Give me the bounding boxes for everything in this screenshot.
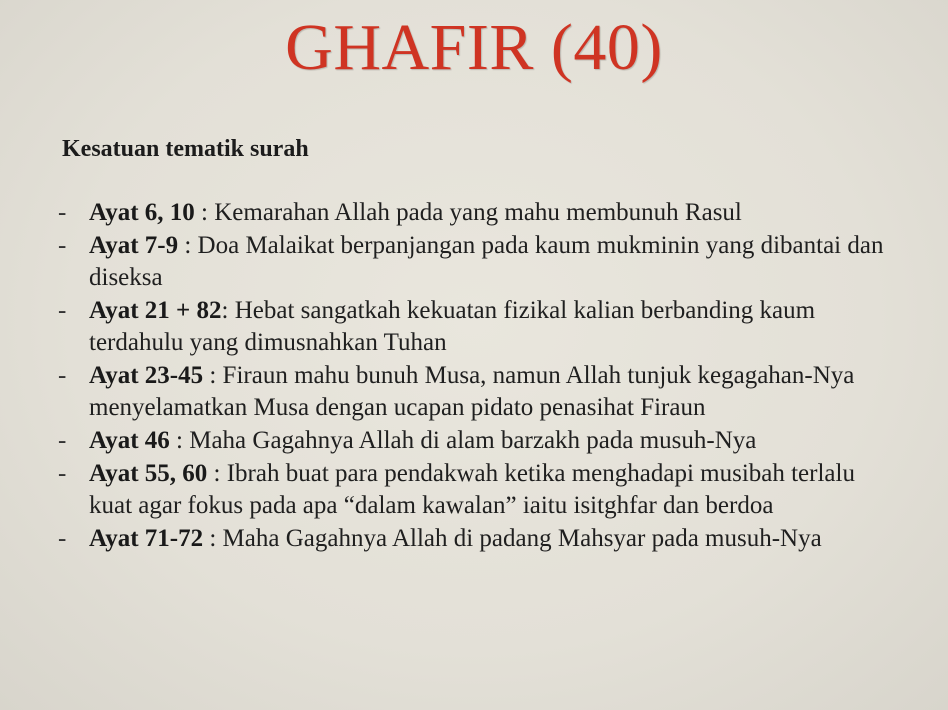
verse-reference: Ayat 71-72 xyxy=(89,525,204,552)
verse-reference: Ayat 21 + 82 xyxy=(89,297,222,324)
verse-description: : Maha Gagahnya Allah di padang Mahsyar pada musuh-Nya xyxy=(203,525,822,552)
verse-description: : Hebat sangatkah kekuatan fizikal kalian berbanding kaum terdahulu yang dimusnahkan Tuhan xyxy=(89,297,816,356)
bullet-dash: - xyxy=(58,525,67,552)
list-item xyxy=(58,360,898,424)
bullet-dash: - xyxy=(58,297,67,324)
list-item xyxy=(58,197,898,229)
bullet-dash: - xyxy=(58,199,67,226)
verse-list xyxy=(58,197,898,556)
verse-reference: Ayat 55, 60 xyxy=(89,460,208,487)
verse-reference: Ayat 7-9 xyxy=(89,232,179,259)
slide-title: GHAFIR (40) xyxy=(285,11,663,84)
list-item xyxy=(58,425,898,457)
verse-description: : Kemarahan Allah pada yang mahu membunuh Rasul xyxy=(194,199,742,226)
slide-subtitle: Kesatuan tematik surah xyxy=(62,136,309,162)
verse-reference: Ayat 46 xyxy=(89,427,170,454)
list-item xyxy=(58,295,898,359)
verse-description: : Doa Malaikat berpanjangan pada kaum mukminin yang dibantai dan diseksa xyxy=(89,232,884,291)
bullet-dash: - xyxy=(58,427,67,454)
bullet-dash: - xyxy=(58,232,67,259)
list-item xyxy=(58,458,898,522)
bullet-dash: - xyxy=(58,460,67,487)
bullet-dash: - xyxy=(58,362,67,389)
list-item xyxy=(58,230,898,294)
verse-reference: Ayat 6, 10 xyxy=(89,199,195,226)
verse-description: : Ibrah buat para pendakwah ketika menghadapi musibah terlalu kuat agar fokus pada apa “dalam kawalan” iaitu isitghfar dan berdoa xyxy=(89,460,855,519)
verse-reference: Ayat 23-45 xyxy=(89,362,204,389)
verse-description: : Maha Gagahnya Allah di alam barzakh pada musuh-Nya xyxy=(169,427,757,454)
list-item xyxy=(58,523,898,555)
verse-description: : Firaun mahu bunuh Musa, namun Allah tunjuk kegagahan-Nya menyelamatkan Musa dengan ucapan pidato penasihat Firaun xyxy=(89,362,855,421)
